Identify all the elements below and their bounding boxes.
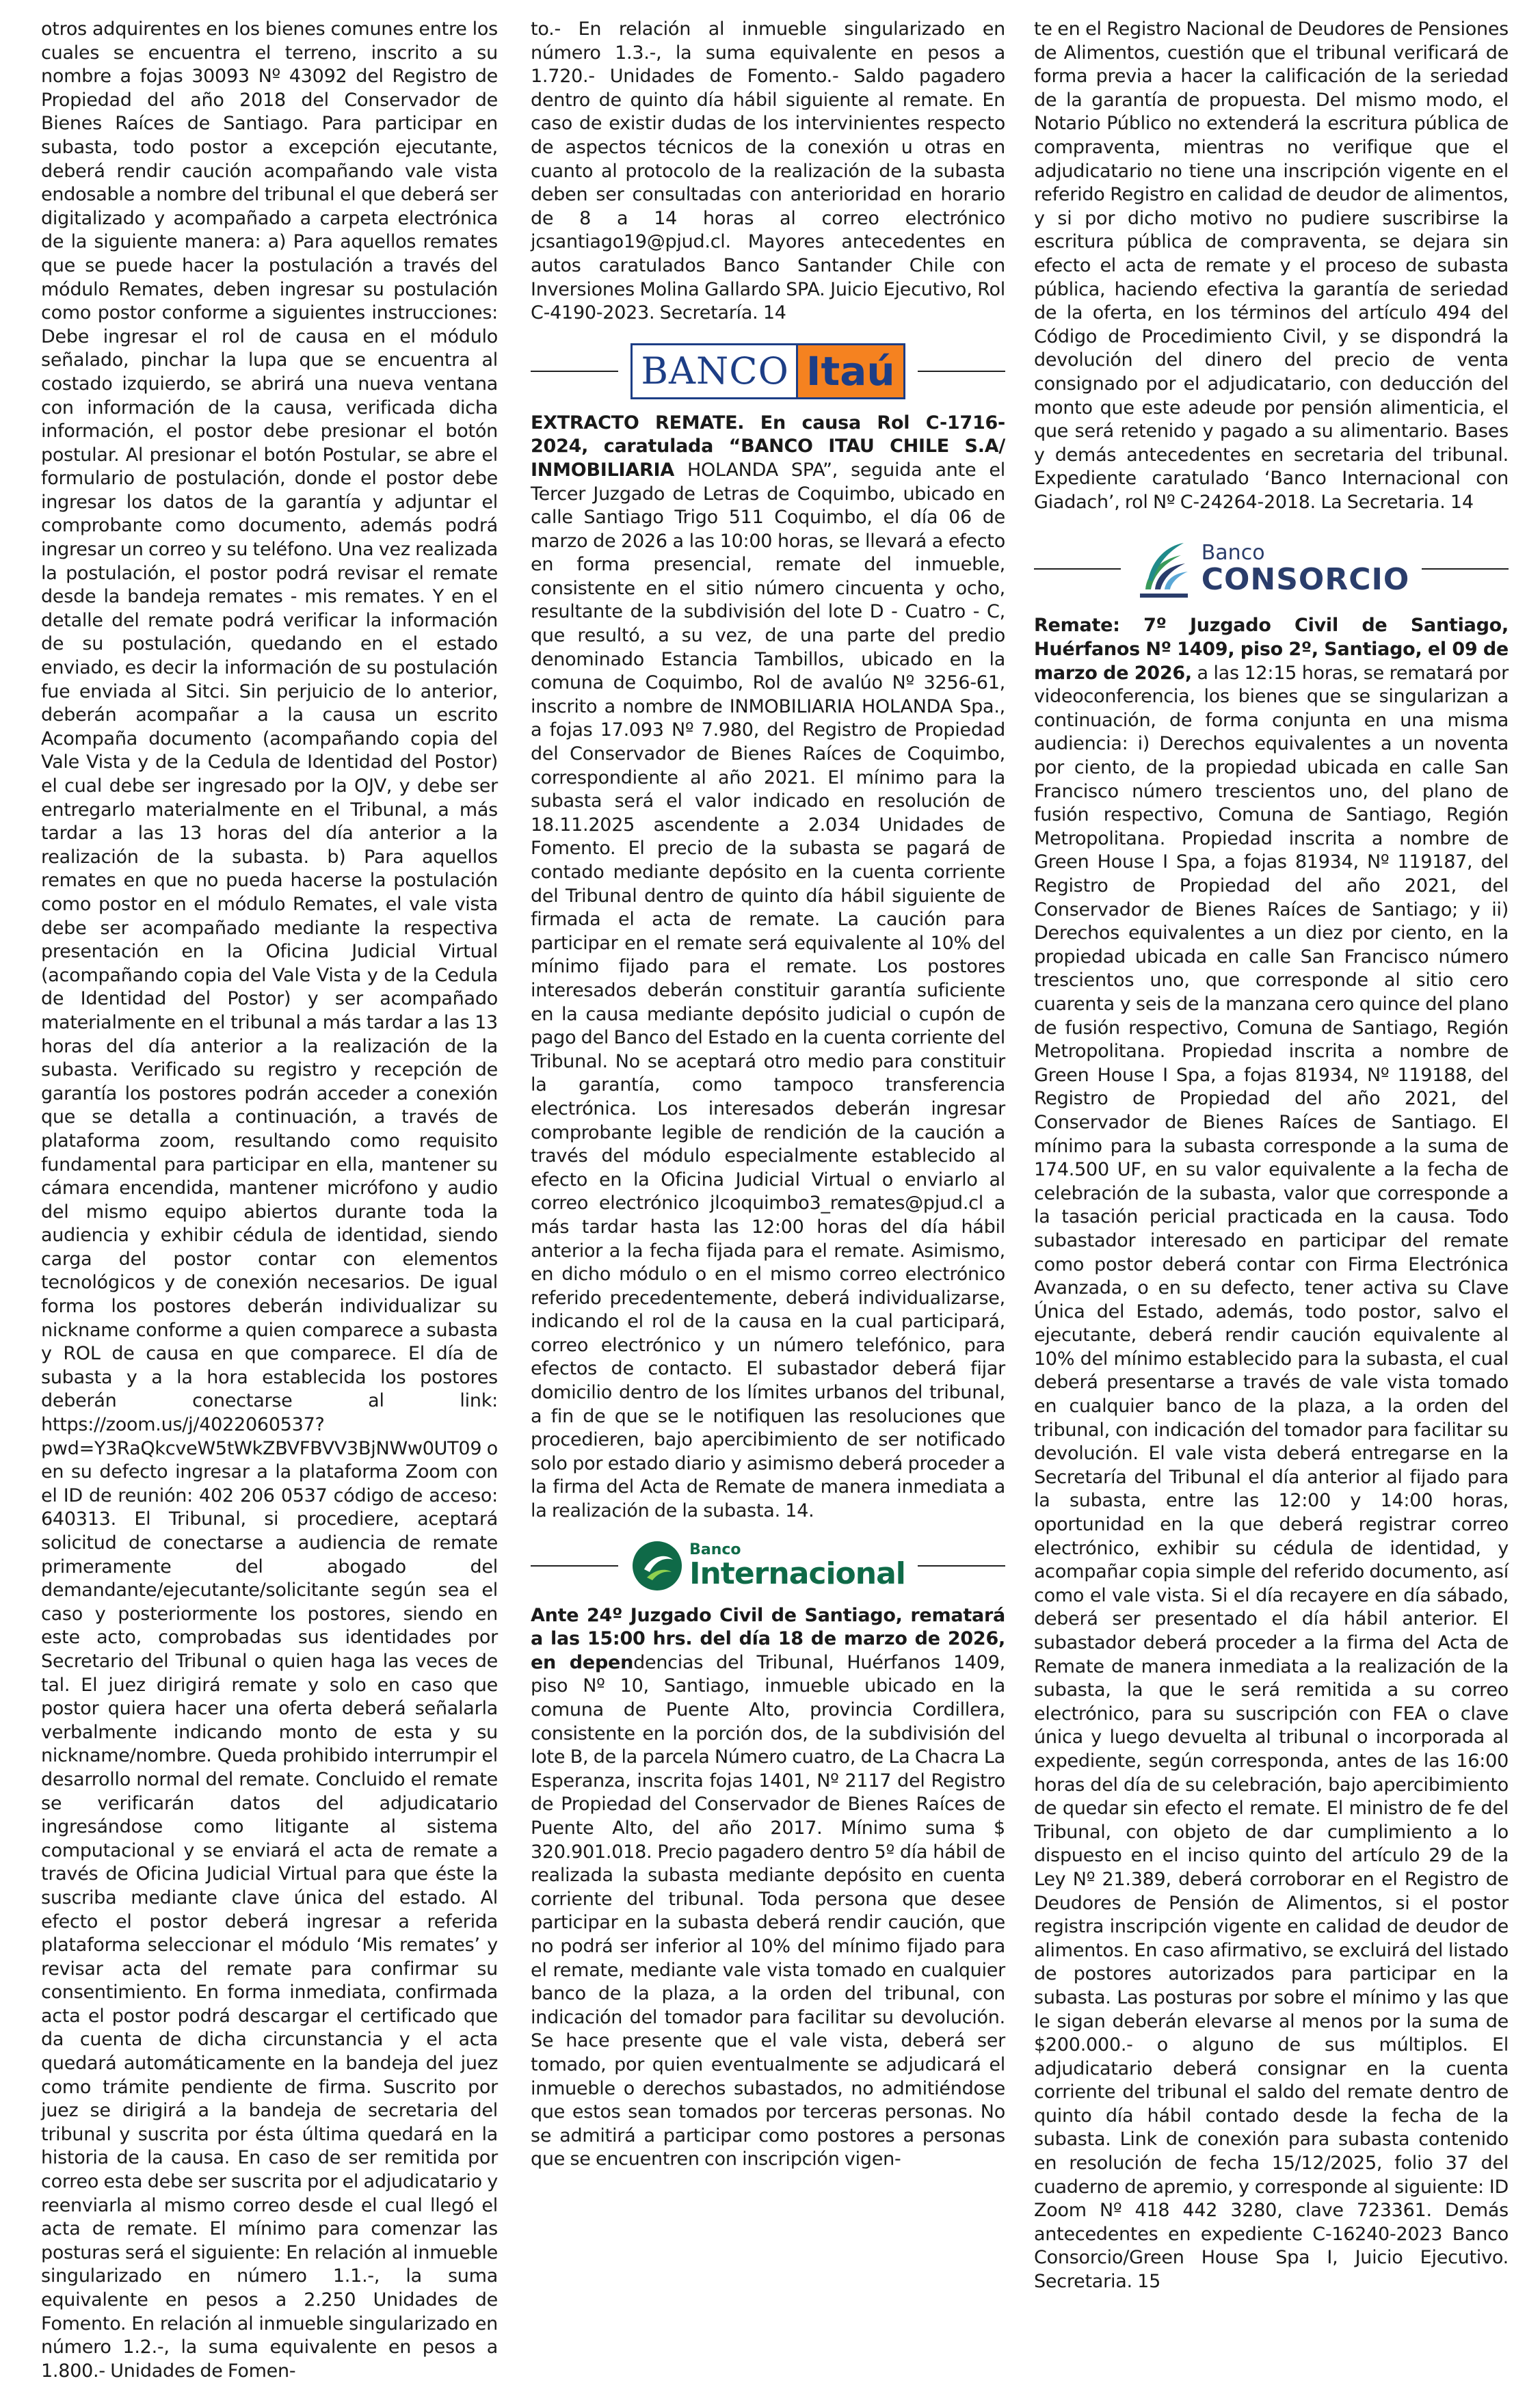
notice-internacional-body: dencias del Tribunal, Huérfanos 1409, piso Nº 10, Santiago, inmueble ubicado en la comuna de Puente Alto, provincia Cordillera, consistente en la porción dos, de la subdivisión del lote B, de la parcela Número cuatro, de La Chacra La Esperanza, inscrita fojas 1401, Nº 2117 del Registro de Propiedad del Conservador de Bienes Raíces de Puente Alto, del año 2017. Mínimo suma $ 320.901.018. Precio pagadero dentro 5º día hábil de realizada la subasta mediante depósito en cuenta corriente del tribunal. Toda persona que desee participar en la subasta deberá rendir caución, que no podrá ser inferior al 10% del mínimo fijado para el remate, mediante vale vista tomado en cualquier banco de la plaza, a la orden del tribunal, con indicación del tomador para facilitar su devolución. Se hace presente que el vale vista, deberá ser tomado, por quien eventualmente se adjudicará el inmueble o derechos subastados, no admitiéndose que estos sean tomados por terceras personas. No se admitirá a participar como postores a personas que se encuentren con inscripción vigen- <box>531 1651 1005 2170</box>
notice-consorcio-body: a las 12:15 horas, se rematará por videoconferencia, los bienes que se singularizan a continuación, de forma conjunta en una misma audiencia: i) Derechos equivalentes a un noventa por ciento, de la propiedad ubicada en calle San Francisco número trescientos uno, del plano de fusión respectivo, Comuna de Santiago, Región Metropolitana. Propiedad inscrita a nombre de Green House I Spa, a fojas 81934, Nº 119187, del Registro de Propiedad del año 2021, del Conservador de Bienes Raíces de Santiago; y ii) Derechos equivalentes a un diez por ciento, en la propiedad ubicada en calle San Francisco número trescientos uno, que corresponde al sitio cero cuarenta y seis de la manzana cero quince del plano de fusión respectivo, Comuna de Santiago, Región Metropolitana. Propiedad inscrita a nombre de Green House I Spa, a fojas 81934, Nº 119188, del Registro de Propiedad del año 2021, del Conservador de Bienes Raíces de Santiago. El mínimo para la subasta corresponde a la suma de 174.500 UF, en su valor equivalente a la fecha de celebración de la subasta, valor que corresponde a la tasación pericial practicada en la causa. Todo subastador interesado en participar del remate como postor deberá contar con Firma Electrónica Avanzada, o en su defecto, tener activa su Clave Única del Estado, además, todo postor, salvo el ejecutante, deberá rendir caución equivalente al 10% del mínimo establecido para la subasta, el cual deberá presentarse a través de vale vista tomado en cualquier banco de la plaza, a la orden del tribunal, con indicación del tomador para facilitar su devolución. El vale vista deberá entregarse en la Secretaría del Tribunal el día anterior al fijado para la subasta, entre las 12:00 y 14:00 horas, oportunidad en la que deberá registrar correo electrónico, exhibir su cédula de identidad, y acompañar copia simple del referido documento, así como el vale vista. Si el día recayere en día sábado, deberá ser presentado el día hábil anterior. El subastador deberá proceder a la firma del Acta de Remate de manera inmediata a la realización de la subasta, la que le será remitida a su correo electrónico, para su suscripción con FEA o clave única y luego devuelta al tribunal o incorporada al expediente, según corresponda, antes de las 16:00 horas del día de su celebración, bajo apercibimiento de quedar sin efecto el remate. El ministro de fe del Tribunal, con objeto de dar cumplimiento a lo dispuesto en el inciso quinto del artículo 29 de la Ley Nº 21.389, deberá corroborar en el Registro de Deudores de Pensión de Alimentos, si el postor registra inscripción vigente en calidad de deudor de alimentos. En caso afirmativo, se excluirá del listado de postores autorizados para participar en la subasta. Las posturas por sobre el mínimo y las que le sigan deberán elevarse al menos por la suma de $200.000.- o alguno de sus múltiplos. El adjudicatario deberá consignar en la cuenta corriente del tribunal el saldo del remate dentro de quinto día hábil contado desde la fecha de la subasta. Link de conexión para subasta contenido en resolución de fecha 15/12/2025, folio 37 del cuaderno de apremio, y corresponde al siguiente: ID Zoom Nº 418 442 3280, clave 723361. Demás antecedentes en expediente C-16240-2023 Banco Consorcio/Green House Spa I, Juicio Ejecutivo. Secretaria. 15 <box>1034 662 1509 2293</box>
internacional-logo-name: Internacional <box>689 1556 905 1591</box>
notice-consorcio-heading: Remate: 7º Juzgado Civil de Santiago, Huérfanos Nº 1409, piso 2º, Santiago, el 09 de marzo de 2026, <box>1034 615 1509 684</box>
banco-itau-logo <box>630 343 905 399</box>
internacional-logo-row <box>531 1528 1005 1604</box>
notice-itau <box>531 412 1005 1523</box>
column-2 <box>531 18 1005 2192</box>
consorcio-emblem-icon <box>1133 539 1195 599</box>
itau-logo-banco: BANCO <box>641 349 789 393</box>
notice-itau-body: HOLANDA SPA”, seguida ante el Tercer Juzgado de Letras de Coquimbo, ubicado en calle Santiago Trigo 511 Coquimbo, el día 06 de marzo de 2026 a las 10:00 horas, se llevará a efecto en forma presencial, remate del inmueble, consistente en el sitio número cincuenta y ocho, resultante de la subdivisión del lote D - Cuatro - C, que resultó, a su vez, de una parte del predio denominado Estancia Tambillos, ubicado en la comuna de Coquimbo, Rol de avalúo Nº 3256-61, inscrito a nombre de INMOBILIARIA HOLANDA Spa., a fojas 17.093 Nº 7.980, del Registro de Propiedad del Conservador de Bienes Raíces de Coquimbo, correspondiente al año 2021. El mínimo para la subasta será el valor indicado en resolución de 18.11.2025 ascendente a 2.034 Unidades de Fomento. El precio de la subasta se pagará de contado mediante depósito en la cuenta corriente del Tribunal dentro de quinto día hábil siguiente de firmada el acta de remate. La caución para participar en el remate será equivalente al 10% del mínimo fijado para el remate. Los postores interesados deberán constituir garantía suficiente en la causa mediante depósito judicial o cupón de pago del Banco del Estado en la cuenta corriente del Tribunal. No se aceptará otro medio para constituir la garantía, como tampoco transferencia electrónica. Los interesados deberán ingresar comprobante legible de rendición de la caución a través del módulo especialmente establecido al efecto en la Oficina Judicial Virtual o enviarlo al correo electrónico jlcoquimbo3_remates@pjud.cl a más tardar hasta las 12:00 horas del día hábil anterior a la fecha fijada para el remate. Asimismo, en dicho módulo o en el mismo correo electrónico referido precedentemente, deberá individualizarse, indicando el rol de la causa en la cual participará, correo electrónico y un número telefónico, para efectos de contacto. El subastador deberá fijar domicilio dentro de los límites urbanos del tribunal, a fin de que se le notifiquen las resoluciones que procedieren, bajo apercibimiento de ser notificado solo por estado diario y asimismo deberá proceder a la firma del Acta de Remate de manera inmediata a la realización de la subasta. 14. <box>531 459 1005 1522</box>
consorcio-logo-banco: Banco <box>1201 541 1265 565</box>
banco-internacional-logo <box>630 1539 905 1593</box>
notice-continuation-santander-end: to.- En relación al inmueble singularizado en número 1.3.-, la suma equivalente en pesos a 1.720.- Unidades de Fomento.- Saldo pagadero dentro de quinto día hábil siguiente al remate. En caso de existir dudas de los intervinientes respecto de aspectos técnicos de la conexión u otras en cuanto al protocolo de la realización de la subasta deben ser consultadas con anterioridad en horario de 8 a 14 horas al correo electrónico jcsantiago19@pjud.cl. Mayores antecedentes en autos caratulados Banco Santander Chile con Inversiones Molina Gallardo SPA. Juicio Ejecutivo, Rol C-4190-2023. Secretaría. 14 <box>531 18 1005 324</box>
divider <box>918 371 1005 372</box>
notice-itau-heading: EXTRACTO REMATE. En causa Rol C-1716-2024, caratulada “BANCO ITAU CHILE S.A/ INMOBILIARIA <box>531 412 1005 481</box>
notice-consorcio <box>1034 614 1509 2293</box>
itau-logo-row <box>531 331 1005 412</box>
column-1 <box>41 18 498 2382</box>
itau-logo-brand: Itaú <box>796 345 903 397</box>
internacional-emblem-icon <box>630 1539 684 1593</box>
notice-continuation-internacional: te en el Registro Nacional de Deudores de Pensiones de Alimentos, cuestión que el tribunal verificará de forma previa a hacer la calificación de la seriedad de la garantía de propuesta. Del mismo modo, el Notario Público no extenderá la escritura pública de compraventa, mientras no verifique que el adjudicatario no tiene una inscripción vigente en el referido Registro en calidad de deudor de alimentos, y si por dicho motivo no pudiere suscribirse la escritura pública de compraventa, se dejara sin efecto el acta de remate y el proceso de subasta pública, haciendo efectiva la garantía de seriedad de la oferta, en los términos del artículo 494 del Código de Procedimiento Civil, y se dispondrá la devolución del dinero del precio de venta consignado por el adjudicatario, con deducción del monto que este adeude por pensión alimenticia, el que será retenido y pagado a su alimentario. Bases y demás antecedentes en secretaria del tribunal. Expediente caratulado ‘Banco Internacional con Giadach’, rol Nº C-24264-2018. La Secretaria. 14 <box>1034 18 1509 513</box>
notice-internacional <box>531 1604 1005 2172</box>
internacional-logo-banco: Banco <box>689 1541 741 1558</box>
divider <box>1422 568 1509 570</box>
consorcio-logo-name: CONSORCIO <box>1201 562 1410 598</box>
divider <box>918 1565 1005 1567</box>
divider <box>531 1565 618 1567</box>
column-3 <box>1034 18 1509 2293</box>
notice-continuation-santander: otros adquirentes en los bienes comunes entre los cuales se encuentra el terreno, inscrito a su nombre a fojas 30093 Nº 43092 del Registro de Propiedad del año 2018 del Conservador de Bienes Raíces de Santiago. Para participar en subasta, todo postor a excepción ejecutante, deberá rendir caución acompañando vale vista endosable a nombre del tribunal el que deberá ser digitalizado y acompañado a carpeta electrónica de la siguiente manera: a) Para aquellos remates que se puede hacer la postulación a través del módulo Remates, deben ingresar su postulación como postor conforme a siguientes instrucciones: Debe ingresar el rol de causa en el módulo señalado, pinchar la lupa que se encuentra al costado izquierdo, se abrirá una nueva ventana con información de la causa, verificada dicha información, el postor debe presionar el botón postular. Al presionar el botón Postular, se abre el formulario de postulación, donde el postor debe ingresar los datos de la garantía y adjuntar el comprobante como documento, además podrá ingresar un correo y su teléfono. Una vez realizada la postulación, el postor podrá revisar el remate desde la bandeja remates - mis remates. Y en el detalle del remate podrá verificar la información de su postulación, quedando en el estado enviado, es decir la información de su postulación fue enviada al Sitci. Sin perjuicio de lo anterior, deberán acompañar a la causa un escrito Acompaña documento (acompañando copia del Vale Vista y de la Cedula de Identidad del Postor) el cual debe ser ingresado por la OJV, y debe ser entregarlo materialmente en el Tribunal, a más tardar a las 13 horas del día anterior a la realización de la subasta. b) Para aquellos remates en que no pueda hacerse la postulación como postor en el módulo Remates, el vale vista debe ser acompañado mediante la respectiva presentación en la Oficina Judicial Virtual (acompañando copia del Vale Vista y de la Cedula de Identidad del Postor) y ser acompañado materialmente en el tribunal a más tardar a las 13 horas del día anterior a la realización de la subasta. Verificado su registro y recepción de garantía los postores podrán acceder a conexión que se detalla a continuación, a través de plataforma zoom, resultando como requisito fundamental para participar en ella, mantener su cámara encendida, mantener micrófono y audio del mismo equipo abiertos durante toda la audiencia y exhibir cédula de identidad, siendo carga del postor contar con elementos tecnológicos y de conexión necesarios. De igual forma los postores deberán individualizar su nickname conforme a quien comparece a subasta y ROL de causa en que comparece. El día de subasta y a la hora establecida los postores deberán conectarse al link: https://zoom.us/j/4022060537?pwd=Y3RaQkcveW5tWkZBVFBVV3BjNWw0UT09 o en su defecto ingresar a la plataforma Zoom con el ID de reunión: 402 206 0537 código de acceso: 640313. El Tribunal, si procediere, aceptará solicitud de conectarse a audiencia de remate primeramente del abogado del demandante/ejecutante/solicitante según sea el caso y posteriormente los postores, siendo en este acto, comprobadas sus identidades por Secretario del Tribunal o quien haga las veces de tal. El juez dirigirá remate y solo en caso que postor quiera hacer una oferta deberá señalarla verbalmente indicando monto de esta y su nickname/nombre. Queda prohibido interrumpir el desarrollo normal del remate. Concluido el remate se verificarán datos del adjudicatario ingresándose como litigante al sistema computacional y se enviará el acta de remate a través de Oficina Judicial Virtual para que éste la suscriba mediante clave única del estado. Al efecto el postor deberá ingresar a referida plataforma seleccionar el módulo ‘Mis remates’ y revisar acta del remate para confirmar su consentimiento. En forma inmediata, confirmada acta el postor podrá descargar el certificado que da cuenta de dicha circunstancia y el acta quedará automáticamente en la bandeja del juez como trámite pendiente de firma. Suscrito por juez se dirigirá a la bandeja de secretaria del tribunal y suscrita por ésta última quedará en la historia de la causa. En caso de ser remitida por correo esta debe ser suscrita por el adjudicatario y reenviarla al mismo correo desde el cual llegó el acta de remate. El mínimo para comenzar las posturas será el siguiente: En relación al inmueble singularizado en número 1.1.-, la suma equivalente en pesos a 2.250 Unidades de Fomento. En relación al inmueble singularizado en número 1.2.-, la suma equivalente en pesos a 1.800.- Unidades de Fomen- <box>41 18 498 2382</box>
divider <box>531 371 618 372</box>
notice-internacional-heading: Ante 24º Juzgado Civil de Santiago, rematará a las 15:00 hrs. del día 18 de marzo de 2026, en depen <box>531 1604 1005 1673</box>
consorcio-logo-row <box>1034 524 1509 614</box>
divider <box>1034 568 1121 570</box>
banco-consorcio-logo <box>1133 539 1410 599</box>
